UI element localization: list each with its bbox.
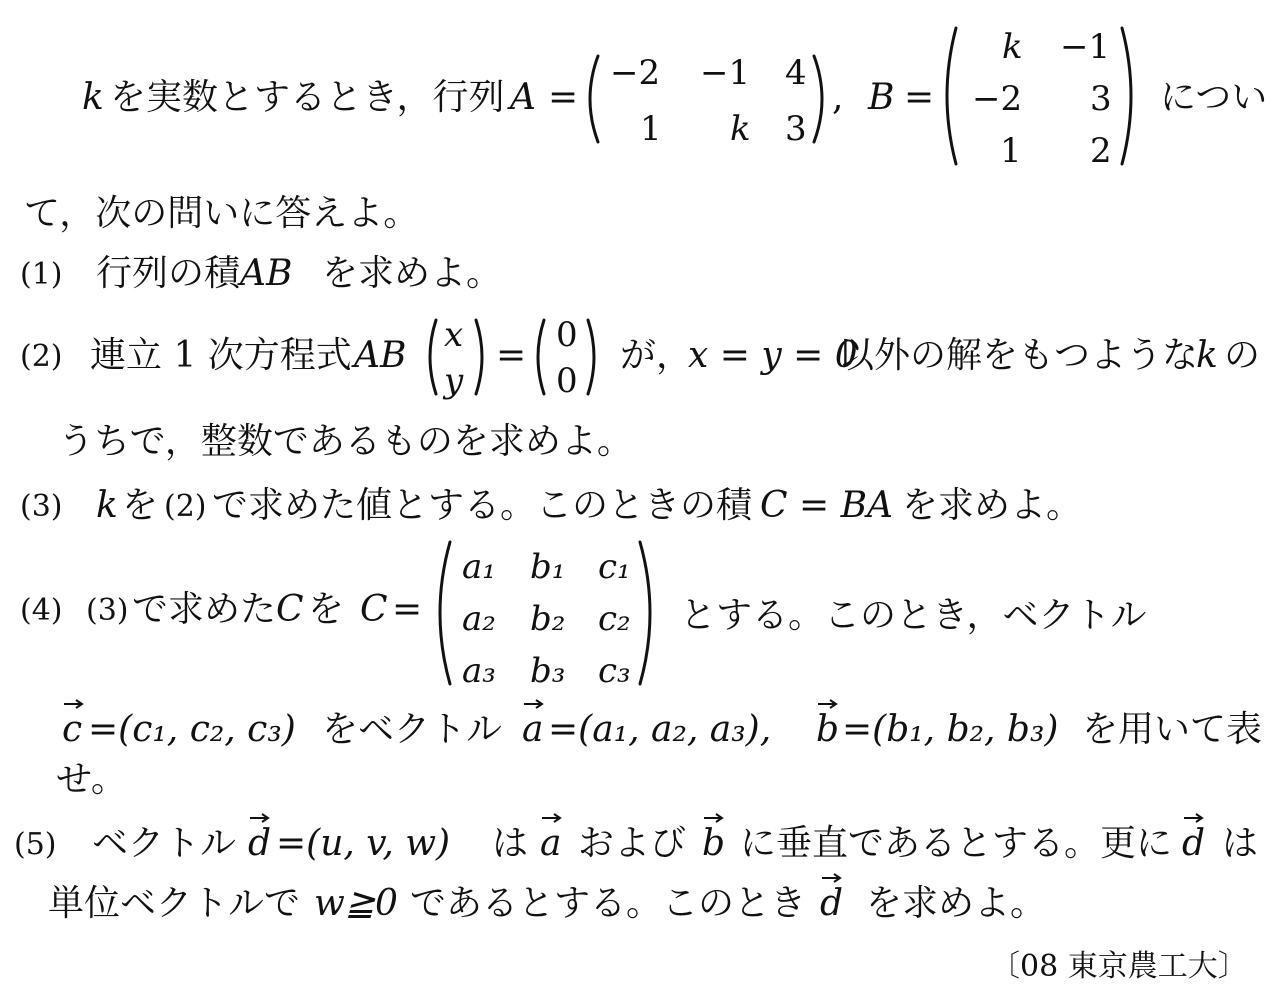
matrix-b-name: B bbox=[868, 77, 895, 118]
vector-b bbox=[702, 823, 726, 864]
q5-text-d: に垂直であるとする。更に bbox=[740, 823, 1173, 864]
q2-line-2: うちで，整数であるものを求めよ。 bbox=[58, 421, 633, 462]
matrix-c-cell: b₁ bbox=[530, 547, 566, 587]
left-paren-icon bbox=[580, 54, 600, 144]
vector-arrow-icon bbox=[816, 698, 840, 710]
q3-ref: (2) bbox=[164, 489, 207, 524]
left-paren-icon bbox=[422, 318, 438, 396]
vector-a bbox=[522, 709, 544, 750]
vector-a bbox=[540, 823, 562, 864]
matrix-b-cell: 2 bbox=[1090, 131, 1112, 171]
matrix-c-cell: c₁ bbox=[598, 547, 631, 587]
q5-text-c: および bbox=[578, 823, 687, 864]
vector-a-letter: a bbox=[522, 709, 544, 750]
q4-line2-tail: を用いて表 bbox=[1082, 709, 1263, 750]
q3-formula: C = BA bbox=[760, 485, 894, 526]
q4-text-b: を bbox=[308, 589, 345, 630]
q2-ab: AB bbox=[354, 335, 407, 376]
matrix-c-cell: c₂ bbox=[598, 599, 631, 639]
question-number: (1) bbox=[20, 257, 63, 292]
q2-condition: x = y = 0 bbox=[688, 335, 858, 376]
var-k: k bbox=[82, 77, 104, 118]
q4-c: C bbox=[276, 589, 304, 630]
matrix-c-cell: a₃ bbox=[462, 651, 496, 691]
q4-ref: (3) bbox=[86, 593, 129, 628]
right-paren-icon bbox=[1120, 26, 1142, 166]
vector-d bbox=[248, 823, 272, 864]
vector-arrow-icon bbox=[540, 812, 564, 824]
matrix-a-cell: 4 bbox=[785, 53, 807, 93]
q4-line-3: せ。 bbox=[56, 759, 127, 800]
matrix-a-cell: −1 bbox=[700, 53, 751, 93]
q5-text-e: は bbox=[1222, 823, 1259, 864]
matrix-a-cell: k bbox=[730, 109, 751, 149]
matrix-c-cell: c₃ bbox=[598, 651, 631, 691]
vector-a-definition: =(a₁, a₂, a₃), bbox=[548, 709, 772, 750]
matrix-a-cell: −2 bbox=[610, 53, 661, 93]
vector-arrow-icon bbox=[820, 872, 844, 884]
q3-tail: を求めよ。 bbox=[902, 485, 1083, 526]
equals-sign: = bbox=[392, 589, 423, 630]
q5-text-b: は bbox=[492, 823, 529, 864]
intro-suffix: につい bbox=[1160, 77, 1268, 118]
matrix-c-cell: a₂ bbox=[462, 599, 496, 639]
vector-arrow-icon bbox=[248, 812, 272, 824]
question-number: (3) bbox=[20, 489, 63, 524]
vector-a-letter: a bbox=[540, 823, 562, 864]
q2-text-d: の bbox=[1224, 335, 1261, 376]
q1-ab: AB bbox=[240, 253, 293, 294]
q2-k: k bbox=[1196, 335, 1218, 376]
vector-b-letter: b bbox=[702, 823, 726, 864]
vector-b-definition: =(b₁, b₂, b₃) bbox=[842, 709, 1059, 750]
source-citation: 〔08 東京農工大〕 bbox=[990, 949, 1248, 984]
q2-zero-vector: 0 bbox=[556, 315, 578, 355]
matrix-c-cell: b₃ bbox=[530, 651, 566, 691]
q3-text-b: で求めた値とする。このときの積 bbox=[212, 485, 753, 526]
q2-text-c: 以外の解をもつような bbox=[838, 335, 1199, 376]
intro-line-2: て，次の問いに答えよ。 bbox=[24, 193, 420, 234]
q4-text-a: で求めた bbox=[132, 589, 277, 630]
intro-prefix: を実数とするとき，行列 bbox=[110, 77, 505, 118]
q5-line2-tail: を求めよ。 bbox=[866, 883, 1047, 924]
vector-arrow-icon bbox=[1182, 812, 1206, 824]
right-paren-icon bbox=[638, 540, 662, 686]
q5-line2-a: 単位ベクトルで bbox=[48, 883, 301, 924]
vector-c bbox=[62, 709, 83, 750]
vector-b-letter: b bbox=[816, 709, 840, 750]
q5-text-a: ベクトル bbox=[92, 823, 237, 864]
matrix-b-cell: 1 bbox=[1000, 131, 1022, 171]
left-paren-icon bbox=[936, 26, 958, 166]
question-number: (5) bbox=[14, 827, 57, 862]
q4-c2: C bbox=[360, 589, 388, 630]
equals-sign: = bbox=[548, 77, 579, 118]
right-paren-icon bbox=[812, 54, 832, 144]
comma: , bbox=[832, 77, 844, 118]
question-number: (2) bbox=[20, 339, 63, 374]
matrix-a-name: A bbox=[510, 77, 536, 118]
q2-text-b: が， bbox=[620, 335, 693, 376]
vector-d bbox=[820, 883, 844, 924]
equals-sign: = bbox=[496, 335, 527, 376]
vector-d bbox=[1182, 823, 1206, 864]
q2-vector-x: x bbox=[444, 315, 464, 355]
question-number: (4) bbox=[20, 593, 63, 628]
vector-c-definition: =(c₁, c₂, c₃) bbox=[88, 709, 296, 750]
left-paren-icon bbox=[530, 318, 546, 396]
vector-b bbox=[816, 709, 840, 750]
right-paren-icon bbox=[474, 318, 490, 396]
matrix-b-cell: −1 bbox=[1060, 27, 1111, 67]
vector-d-definition: =(u, v, w) bbox=[276, 823, 451, 864]
vector-c-letter: c bbox=[62, 709, 83, 750]
matrix-b-cell: −2 bbox=[972, 79, 1023, 119]
q5-line2-b: であるとする。このとき bbox=[410, 883, 807, 924]
q1-tail: を求めよ。 bbox=[322, 253, 503, 294]
q2-text-a: 連立 1 次方程式 bbox=[90, 335, 352, 376]
q3-k: k bbox=[96, 485, 118, 526]
q5-condition: w≧0 bbox=[314, 883, 398, 924]
vector-d-letter: d bbox=[820, 883, 844, 924]
q2-zero-vector: 0 bbox=[556, 361, 578, 401]
q3-text-a: を bbox=[122, 485, 159, 526]
q4-tail: とする。このとき，ベクトル bbox=[680, 595, 1147, 636]
right-paren-icon bbox=[586, 318, 602, 396]
vector-arrow-icon bbox=[522, 698, 546, 710]
matrix-a-cell: 1 bbox=[640, 109, 662, 149]
q2-vector-y: y bbox=[444, 361, 464, 401]
vector-arrow-icon bbox=[62, 698, 86, 710]
matrix-b-cell: k bbox=[1002, 27, 1023, 67]
matrix-c-cell: a₁ bbox=[462, 547, 496, 587]
equals-sign: = bbox=[904, 77, 935, 118]
matrix-b-cell: 3 bbox=[1090, 79, 1112, 119]
matrix-c-cell: b₂ bbox=[530, 599, 566, 639]
vector-arrow-icon bbox=[702, 812, 726, 824]
matrix-a-cell: 3 bbox=[785, 109, 807, 149]
q1-text: 行列の積 bbox=[96, 253, 241, 294]
vector-d-letter: d bbox=[1182, 823, 1206, 864]
vector-d-letter: d bbox=[248, 823, 272, 864]
q4-line2-mid: をベクトル bbox=[322, 709, 503, 750]
left-paren-icon bbox=[428, 540, 452, 686]
